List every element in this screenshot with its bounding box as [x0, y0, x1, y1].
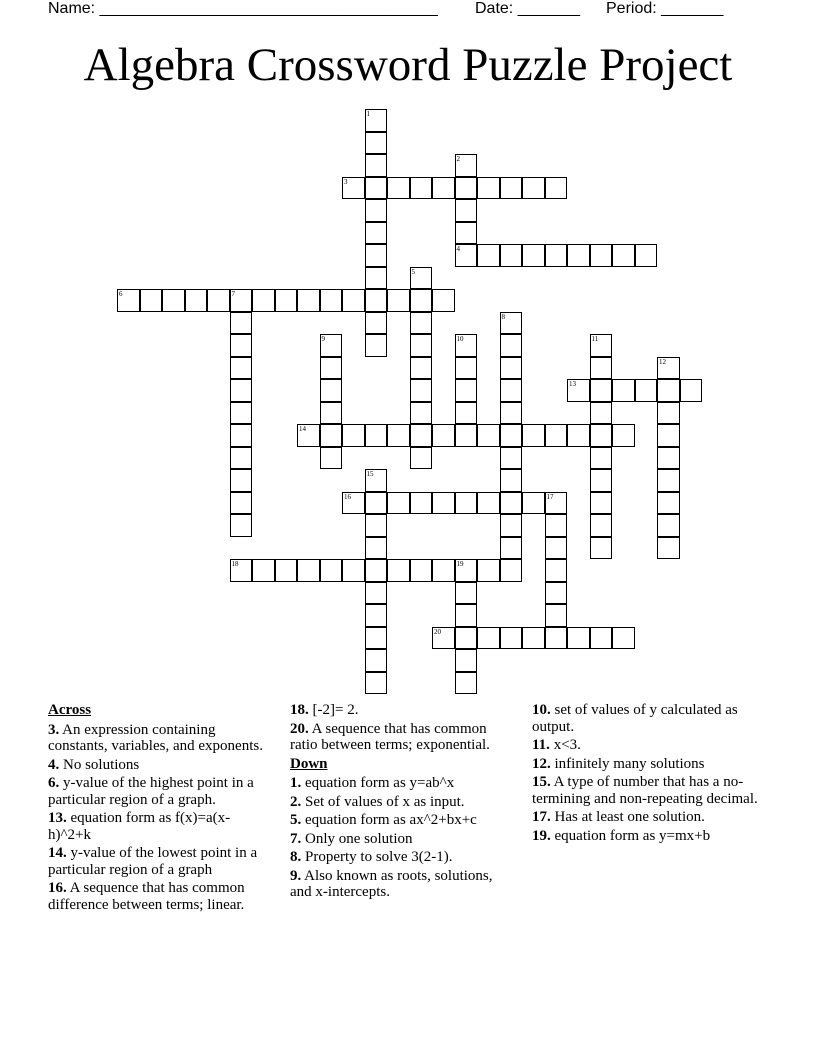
crossword-cell[interactable]	[410, 357, 433, 380]
crossword-cell[interactable]	[455, 672, 478, 695]
crossword-cell[interactable]	[230, 379, 253, 402]
crossword-cell[interactable]	[545, 492, 568, 515]
clue-item	[48, 880, 273, 913]
crossword-cell[interactable]	[297, 424, 320, 447]
crossword-cell[interactable]	[365, 604, 388, 627]
crossword-cell[interactable]	[365, 312, 388, 335]
crossword-cell[interactable]	[455, 334, 478, 357]
crossword-cell[interactable]	[410, 379, 433, 402]
clue-item-number: 16.	[48, 880, 67, 896]
crossword-cell[interactable]	[590, 537, 613, 560]
crossword-cell[interactable]	[455, 582, 478, 605]
clue-item	[48, 810, 273, 843]
crossword-cell[interactable]	[320, 559, 343, 582]
clue-number: 19	[456, 560, 464, 568]
crossword-cell[interactable]	[522, 492, 545, 515]
crossword-cell[interactable]	[365, 492, 388, 515]
crossword-cell[interactable]	[297, 559, 320, 582]
crossword-cell[interactable]	[500, 469, 523, 492]
crossword-cell[interactable]	[477, 559, 500, 582]
clue-number: 20	[434, 627, 441, 636]
clue-item-text: Also known as roots, solutions, and x-intercepts.	[290, 867, 493, 900]
clue-item	[290, 831, 515, 848]
crossword-cell[interactable]	[567, 627, 590, 650]
clue-number: 2	[456, 155, 460, 163]
crossword-cell[interactable]	[432, 559, 455, 582]
clue-number: 9	[321, 335, 325, 343]
crossword-cell[interactable]	[657, 357, 680, 380]
crossword-cell[interactable]	[410, 267, 433, 290]
crossword-cell[interactable]	[230, 447, 253, 470]
clue-item	[532, 809, 762, 826]
crossword-cell[interactable]	[117, 289, 140, 312]
clue-item-text: Property to solve 3(2-1).	[301, 849, 453, 865]
crossword-cell[interactable]	[477, 492, 500, 515]
crossword-cell[interactable]	[410, 559, 433, 582]
crossword-cell[interactable]	[500, 334, 523, 357]
clue-item-number: 11.	[532, 737, 550, 753]
clue-item-number: 6.	[48, 775, 60, 791]
clue-number: 14	[299, 425, 306, 433]
crossword-cell[interactable]	[230, 289, 253, 312]
crossword-cell[interactable]	[500, 177, 523, 200]
crossword-cell[interactable]	[365, 222, 388, 245]
crossword-cell[interactable]	[612, 627, 635, 650]
clue-item-number: 12.	[532, 755, 551, 772]
clue-item-number: 19.	[532, 827, 551, 844]
crossword-cell[interactable]	[342, 424, 365, 447]
clue-number: 12	[659, 357, 666, 366]
crossword-cell[interactable]	[455, 222, 478, 245]
crossword-cell[interactable]	[590, 357, 613, 380]
crossword-cell[interactable]	[230, 357, 253, 380]
clue-number: 10	[456, 335, 464, 343]
crossword-cell[interactable]	[230, 559, 253, 582]
crossword-cell[interactable]	[432, 289, 455, 312]
crossword-cell[interactable]	[432, 627, 455, 650]
crossword-cell[interactable]	[455, 177, 478, 200]
crossword-cell[interactable]	[455, 357, 478, 380]
crossword-cell[interactable]	[230, 424, 253, 447]
crossword-cell[interactable]	[320, 289, 343, 312]
crossword-cell[interactable]	[297, 289, 320, 312]
clue-item-number: 8.	[290, 849, 302, 865]
crossword-cell[interactable]	[680, 379, 703, 402]
crossword-cell[interactable]	[432, 424, 455, 447]
clue-item-text: [-2]= 2.	[308, 702, 359, 718]
crossword-cell[interactable]	[365, 627, 388, 650]
crossword-cell[interactable]	[365, 469, 388, 492]
crossword-cell[interactable]	[500, 402, 523, 425]
clue-number: 18	[231, 560, 239, 568]
crossword-cell[interactable]	[477, 627, 500, 650]
crossword-cell[interactable]	[522, 244, 545, 267]
clue-item	[290, 794, 515, 811]
crossword-cell[interactable]	[657, 537, 680, 560]
clues-column-2	[290, 702, 515, 903]
clue-number: 4	[456, 245, 460, 253]
crossword-cell[interactable]	[590, 469, 613, 492]
crossword-cell[interactable]	[387, 289, 410, 312]
crossword-cell[interactable]	[410, 424, 433, 447]
crossword-cell[interactable]	[365, 672, 388, 695]
crossword-cell[interactable]	[500, 514, 523, 537]
clue-item	[532, 737, 762, 754]
clue-item-text: A type of number that has a no-termining and non-repeating decimal.	[532, 774, 758, 807]
crossword-cell[interactable]	[365, 424, 388, 447]
crossword-cell[interactable]	[410, 402, 433, 425]
clue-item-number: 20.	[290, 720, 309, 737]
clue-number: 7	[231, 290, 235, 298]
crossword-cell[interactable]	[545, 559, 568, 582]
crossword-cell[interactable]	[590, 447, 613, 470]
clue-item-number: 4.	[48, 756, 60, 773]
crossword-cell[interactable]	[365, 199, 388, 222]
crossword-cell[interactable]	[320, 334, 343, 357]
crossword-cell[interactable]	[500, 244, 523, 267]
crossword-cell[interactable]	[455, 154, 478, 177]
crossword-cell[interactable]	[230, 402, 253, 425]
crossword-cell[interactable]	[522, 424, 545, 447]
clue-item-number: 13.	[48, 810, 67, 826]
crossword-cell[interactable]	[545, 537, 568, 560]
crossword-cell[interactable]	[612, 424, 635, 447]
crossword-cell[interactable]	[590, 402, 613, 425]
crossword-cell[interactable]	[477, 424, 500, 447]
clue-item	[290, 775, 515, 792]
clue-item	[48, 757, 273, 774]
clue-item	[532, 702, 762, 735]
crossword-cell[interactable]	[545, 244, 568, 267]
crossword-cell[interactable]	[500, 492, 523, 515]
crossword-cell[interactable]	[320, 447, 343, 470]
crossword-cell[interactable]	[387, 424, 410, 447]
clue-item-number: 5.	[290, 812, 302, 828]
clue-item-text: equation form as y=ab^x	[301, 775, 455, 791]
clue-item	[532, 828, 762, 845]
clue-item	[290, 849, 515, 866]
clue-item-text: A sequence that has common difference between terms; linear.	[48, 880, 245, 913]
across-heading: Across	[48, 702, 92, 718]
crossword-cell[interactable]	[567, 244, 590, 267]
clue-item-number: 10.	[532, 702, 551, 718]
crossword-cell[interactable]	[365, 559, 388, 582]
clues-column-1	[48, 702, 273, 915]
crossword-cell[interactable]	[590, 492, 613, 515]
date-field[interactable]: Date: _______	[475, 0, 580, 17]
clue-number: 1	[366, 110, 370, 118]
crossword-cell[interactable]	[275, 559, 298, 582]
crossword-cell[interactable]	[365, 177, 388, 200]
crossword-cell[interactable]	[567, 424, 590, 447]
clue-item-text: No solutions	[59, 756, 140, 773]
crossword-cell[interactable]	[387, 559, 410, 582]
clue-item-text: A sequence that has common ratio between terms; exponential.	[290, 720, 490, 753]
crossword-cell[interactable]	[410, 289, 433, 312]
clue-item	[48, 845, 273, 878]
clue-number: 11	[591, 335, 599, 343]
crossword-cell[interactable]	[545, 627, 568, 650]
clue-item-number: 18.	[290, 702, 309, 718]
clue-item	[48, 775, 273, 808]
crossword-cell[interactable]	[320, 357, 343, 380]
crossword-cell[interactable]	[432, 177, 455, 200]
crossword-cell[interactable]	[635, 244, 658, 267]
clue-item	[290, 702, 515, 719]
clue-item-text: Only one solution	[301, 830, 413, 847]
crossword-cell[interactable]	[387, 492, 410, 515]
crossword-cell[interactable]	[387, 177, 410, 200]
down-heading: Down	[290, 755, 328, 772]
crossword-cell[interactable]	[365, 289, 388, 312]
crossword-cell[interactable]	[590, 424, 613, 447]
crossword-cell[interactable]	[275, 289, 298, 312]
crossword-cell[interactable]	[230, 514, 253, 537]
crossword-cell[interactable]	[590, 334, 613, 357]
crossword-cell[interactable]	[455, 199, 478, 222]
clue-item-text: equation form as f(x)=a(x-h)^2+k	[48, 810, 231, 843]
clue-item-text: equation form as y=mx+b	[550, 827, 711, 844]
crossword-cell[interactable]	[455, 492, 478, 515]
crossword-cell[interactable]	[657, 402, 680, 425]
clue-item-text: y-value of the highest point in a particular region of a graph.	[48, 775, 254, 808]
clue-number: 8	[501, 312, 505, 321]
clue-item-text: y-value of the lowest point in a particular region of a graph	[48, 845, 258, 878]
clue-item-number: 2.	[290, 793, 302, 810]
clue-item	[532, 774, 762, 807]
clue-item-text: infinitely many solutions	[550, 755, 705, 772]
crossword-cell[interactable]	[140, 289, 163, 312]
crossword-cell[interactable]	[185, 289, 208, 312]
crossword-cell[interactable]	[432, 492, 455, 515]
crossword-cell[interactable]	[567, 379, 590, 402]
clue-item	[290, 721, 515, 754]
crossword-cell[interactable]	[657, 447, 680, 470]
crossword-cell[interactable]	[162, 289, 185, 312]
crossword-cell[interactable]	[365, 154, 388, 177]
clues-column-3	[532, 702, 762, 846]
crossword-cell[interactable]	[252, 559, 275, 582]
crossword-cell[interactable]	[410, 312, 433, 335]
crossword-cell[interactable]	[455, 424, 478, 447]
crossword-cell[interactable]	[342, 289, 365, 312]
clue-item-number: 7.	[290, 830, 302, 847]
crossword-cell[interactable]	[545, 604, 568, 627]
crossword-cell[interactable]	[657, 469, 680, 492]
crossword-cell[interactable]	[455, 559, 478, 582]
crossword-cell[interactable]	[230, 334, 253, 357]
crossword-cell[interactable]	[365, 582, 388, 605]
crossword-cell[interactable]	[455, 379, 478, 402]
crossword-cell[interactable]	[410, 447, 433, 470]
crossword-cell[interactable]	[365, 514, 388, 537]
crossword-cell[interactable]	[455, 244, 478, 267]
clue-item-number: 17.	[532, 809, 551, 825]
crossword-cell[interactable]	[500, 559, 523, 582]
crossword-cell[interactable]	[365, 537, 388, 560]
crossword-cell[interactable]	[500, 447, 523, 470]
clue-item	[48, 722, 273, 755]
clue-item	[290, 812, 515, 829]
clue-number: 15	[366, 470, 374, 478]
clue-number: 5	[411, 267, 415, 276]
clue-item-number: 9.	[290, 867, 302, 884]
crossword-cell[interactable]	[545, 582, 568, 605]
clue-number: 13	[569, 380, 576, 388]
clue-item	[290, 868, 515, 901]
period-field[interactable]: Period: _______	[606, 0, 724, 17]
crossword-cell[interactable]	[365, 244, 388, 267]
crossword-cell[interactable]	[500, 627, 523, 650]
crossword-cell[interactable]	[365, 267, 388, 290]
crossword-cell[interactable]	[635, 379, 658, 402]
clue-item-number: 3.	[48, 721, 60, 738]
clue-item-number: 14.	[48, 845, 67, 861]
crossword-cell[interactable]	[252, 289, 275, 312]
crossword-cell[interactable]	[590, 514, 613, 537]
crossword-cell[interactable]	[477, 177, 500, 200]
clue-item-number: 1.	[290, 775, 302, 791]
crossword-cell[interactable]	[455, 627, 478, 650]
crossword-cell[interactable]	[522, 177, 545, 200]
crossword-cell[interactable]	[545, 424, 568, 447]
clue-item-number: 15.	[532, 774, 551, 790]
crossword-cell[interactable]	[657, 424, 680, 447]
clue-item-text: An expression containing constants, variables, and exponents.	[48, 721, 263, 754]
crossword-cell[interactable]	[657, 514, 680, 537]
clue-number: 6	[119, 290, 123, 298]
crossword-cell[interactable]	[612, 244, 635, 267]
crossword-cell[interactable]	[342, 492, 365, 515]
crossword-cell[interactable]	[230, 469, 253, 492]
crossword-cell[interactable]	[320, 379, 343, 402]
crossword-cell[interactable]	[657, 379, 680, 402]
crossword-cell[interactable]	[590, 379, 613, 402]
crossword-cell[interactable]	[410, 492, 433, 515]
crossword-cell[interactable]	[500, 379, 523, 402]
crossword-cell[interactable]	[522, 627, 545, 650]
crossword-cell[interactable]	[455, 649, 478, 672]
crossword-cell[interactable]	[342, 177, 365, 200]
clue-item	[532, 756, 762, 773]
clue-number: 16	[344, 492, 351, 501]
page-title: Algebra Crossword Puzzle Project	[83, 39, 733, 91]
crossword-cell[interactable]	[455, 402, 478, 425]
crossword-cell[interactable]	[612, 379, 635, 402]
crossword-cell[interactable]	[365, 334, 388, 357]
crossword-cell[interactable]	[590, 627, 613, 650]
crossword-cell[interactable]	[320, 402, 343, 425]
crossword-cell[interactable]	[207, 289, 230, 312]
crossword-cell[interactable]	[545, 177, 568, 200]
name-field[interactable]: Name: ______________________________________	[48, 0, 438, 17]
clue-item-text: set of values of y calculated as output.	[532, 702, 738, 735]
crossword-cell[interactable]	[410, 334, 433, 357]
crossword-cell[interactable]	[455, 604, 478, 627]
crossword-cell[interactable]	[500, 312, 523, 335]
clue-item-text: Has at least one solution.	[550, 809, 705, 825]
crossword-cell[interactable]	[500, 357, 523, 380]
clue-item-text: Set of values of x as input.	[301, 793, 465, 810]
clue-number: 17	[546, 492, 554, 501]
crossword-cell[interactable]	[365, 649, 388, 672]
crossword-cell[interactable]	[230, 492, 253, 515]
crossword-cell[interactable]	[545, 514, 568, 537]
crossword-cell[interactable]	[477, 244, 500, 267]
crossword-cell[interactable]	[365, 132, 388, 155]
crossword-cell[interactable]	[590, 244, 613, 267]
crossword-cell[interactable]	[657, 492, 680, 515]
crossword-cell[interactable]	[500, 424, 523, 447]
clue-number: 3	[344, 177, 348, 186]
crossword-cell[interactable]	[410, 177, 433, 200]
crossword-cell[interactable]	[342, 559, 365, 582]
crossword-cell[interactable]	[320, 424, 343, 447]
clue-item-text: x<3.	[549, 737, 581, 753]
crossword-cell[interactable]	[365, 109, 388, 132]
crossword-cell[interactable]	[500, 537, 523, 560]
clue-item-text: equation form as ax^2+bx+c	[301, 812, 477, 828]
crossword-cell[interactable]	[230, 312, 253, 335]
